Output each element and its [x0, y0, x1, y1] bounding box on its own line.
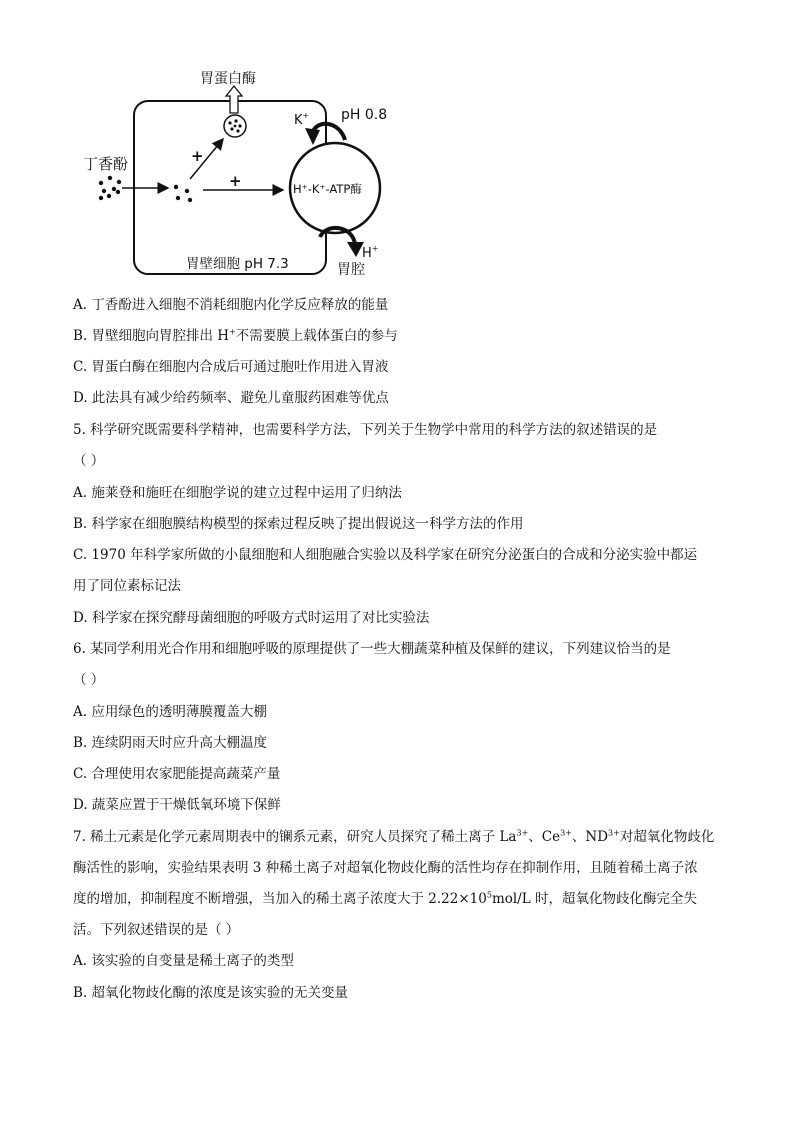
q4-option-c: C. 胃蛋白酶在细胞内合成后可通过胞吐作用进入胃液: [73, 359, 389, 375]
q5-option-d: D. 科学家在探究酵母菌细胞的呼吸方式时运用了对比实验法: [73, 610, 430, 626]
q6-answer-paren: （ ）: [73, 672, 105, 688]
plus-sign-1: +: [191, 147, 204, 165]
q4-option-a: A. 丁香酚进入细胞不消耗细胞内化学反应释放的能量: [73, 297, 389, 313]
q5-option-b: B. 科学家在细胞膜结构模型的探索过程反映了提出假说这一科学方法的作用: [73, 516, 524, 532]
q5-option-c-line2: 用了同位素标记法: [73, 578, 181, 594]
q4-option-d: D. 此法具有减少给药频率、避免儿童服药困难等优点: [73, 390, 389, 406]
q6-stem: 6. 某同学利用光合作用和细胞呼吸的原理提供了一些大棚蔬菜种植及保鲜的建议，下列建议恰当的是: [73, 641, 671, 657]
q6-option-c: C. 合理使用农家肥能提高蔬菜产量: [73, 766, 281, 782]
q4-option-b: B. 胃壁细胞向胃腔排出 H+不需要膜上载体蛋白的参与: [73, 327, 398, 344]
q6-option-b: B. 连续阴雨天时应升高大棚温度: [73, 735, 268, 751]
q7-stem-line4: 活。下列叙述错误的是（ ）: [73, 922, 240, 938]
stomach-ph-label: pH 0.8: [341, 107, 388, 123]
q7-stem-line1: 7. 稀土元素是化学元素周期表中的镧系元素，研究人员探究了稀土离子 $La^{3+}$、$Ce^{3+}$、$ND^{3+}$对超氧化物歧化: [73, 828, 715, 845]
secretion-arrow-icon: [226, 86, 242, 113]
enzyme-label: H⁺-K⁺-ATP酶: [293, 182, 362, 196]
q5-option-a: A. 施莱登和施旺在细胞学说的建立过程中运用了归纳法: [73, 485, 402, 501]
q5-answer-paren: （ ）: [73, 453, 105, 469]
q7-stem-line3: 度的增加，抑制程度不断增强，当加入的稀土离子浓度大于 $2.22\times 10^5mol/L$ 时，超氧化物歧化酶完全失: [73, 890, 697, 907]
cell-ph-label: 胃壁细胞 pH 7.3: [186, 256, 289, 272]
stomach-cavity-label: 胃腔: [337, 262, 365, 278]
q5-stem: 5. 科学研究既需要科学精神，也需要科学方法，下列关于生物学中常用的科学方法的叙述错误的是: [73, 422, 658, 438]
eugenol-label: 丁香酚: [83, 155, 129, 173]
q6-option-a: A. 应用绿色的透明薄膜覆盖大棚: [73, 704, 267, 720]
q7-stem-line2: 酶活性的影响，实验结果表明 3 种稀土离子对超氧化物歧化酶的活性均存在抑制作用，且随着稀土离子浓: [73, 860, 698, 876]
h-ion-label: H+: [362, 244, 379, 261]
k-ion-label: K+: [294, 111, 310, 128]
q5-option-c-line1: C. 1970 年科学家所做的小鼠细胞和人细胞融合实验以及科学家在研究分泌蛋白的合成和分泌实验中都运: [73, 547, 698, 563]
q7-option-b: B. 超氧化物歧化酶的浓度是该实验的无关变量: [73, 985, 349, 1001]
q6-option-d: D. 蔬菜应置于干燥低氧环境下保鲜: [73, 797, 281, 813]
pepsin-label: 胃蛋白酶: [200, 71, 256, 87]
q7-option-a: A. 该实验的自变量是稀土离子的类型: [73, 953, 294, 969]
eugenol-dots-inside: [174, 185, 192, 202]
cell-diagram: [0, 0, 794, 290]
plus-sign-2: +: [229, 172, 242, 190]
eugenol-dots-outside: [99, 176, 121, 200]
